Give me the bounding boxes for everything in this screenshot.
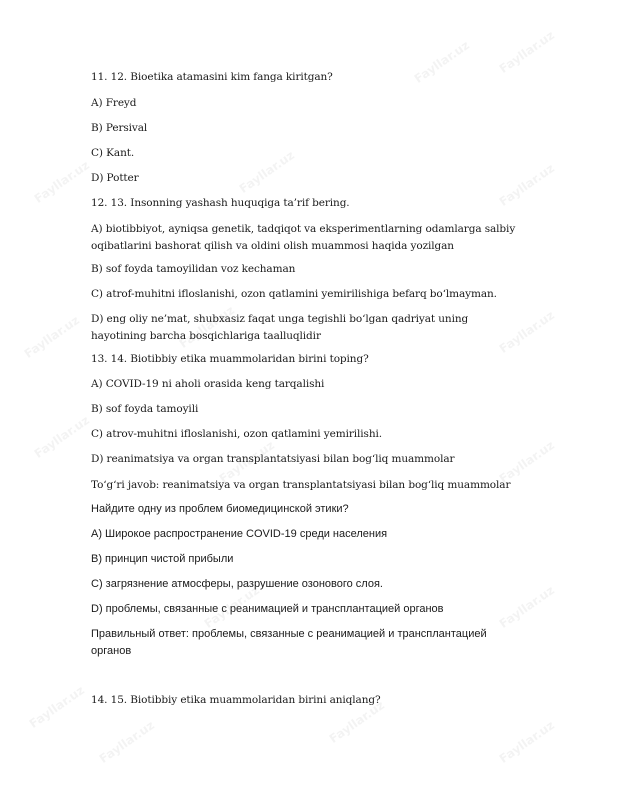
option-b: B) Persival [91, 122, 148, 134]
option-b: B) sof foyda tamoyili [91, 403, 199, 415]
question-12: 12. 13. Insonning yashash huquqiga ta’rif bering. [91, 197, 350, 209]
option-c: C) atrof-muhitni ifloslanishi, ozon qatlamini yemirilishiga befarq bo‘lmayman. [91, 288, 497, 300]
watermark [32, 413, 92, 461]
option-c: C) загрязнение атмосферы, разрушение озонового слоя. [91, 578, 383, 590]
watermark [32, 158, 92, 206]
option-a: A) Freyd [91, 97, 137, 109]
option-a: A) COVID-19 ni aholi orasida keng tarqalishi [91, 378, 325, 390]
option-b: B) принцип чистой прибыли [91, 553, 234, 565]
question-13-ru: Найдите одну из проблем биомедицинской этики? [91, 503, 349, 515]
correct-answer: To‘g‘ri javob: reanimatsiya va organ transplantatsiyasi bilan bog‘liq muammolar [91, 479, 511, 491]
option-c: C) atrov-muhitni ifloslanishi, ozon qatlamini yemirilishi. [91, 428, 382, 440]
watermark [97, 718, 157, 766]
watermark [497, 718, 557, 766]
option-c: C) Kant. [91, 147, 135, 159]
option-d: D) Potter [91, 172, 139, 184]
option-d: D) проблемы, связанные с реанимацией и трансплантацией органов [91, 603, 444, 615]
question-14: 14. 15. Biotibbiy etika muammolaridan birini aniqlang? [91, 694, 381, 706]
question-11: 11. 12. Bioetika atamasini kim fanga kiritgan? [91, 71, 333, 83]
option-b: B) sof foyda tamoyilidan voz kechaman [91, 263, 296, 275]
correct-answer: Правильный ответ: проблемы, связанные с реанимацией и трансплантацией органов [91, 628, 487, 657]
question-13: 13. 14. Biotibbiy etika muammolaridan birini toping? [91, 353, 369, 365]
option-a: A) Широкое распространение COVID-19 среди населения [91, 528, 388, 540]
option-d: D) reanimatsiya va organ transplantatsiyasi bilan bog‘liq muammolar [91, 453, 455, 465]
watermark [22, 313, 82, 361]
watermark [27, 683, 87, 731]
option-d: D) eng oliy ne’mat, shubxasiz faqat unga tegishli bo‘lgan qadriyat uning hayotining barcha bosqichlariga taalluqlidir [91, 313, 469, 342]
option-a: A) biotibbiyot, ayniqsa genetik, tadqiqot va eksperimentlarning odamlarga salbiy oqibatlarini bashorat qilish va oldini olish muammosi haqida yozilgan [91, 223, 516, 252]
